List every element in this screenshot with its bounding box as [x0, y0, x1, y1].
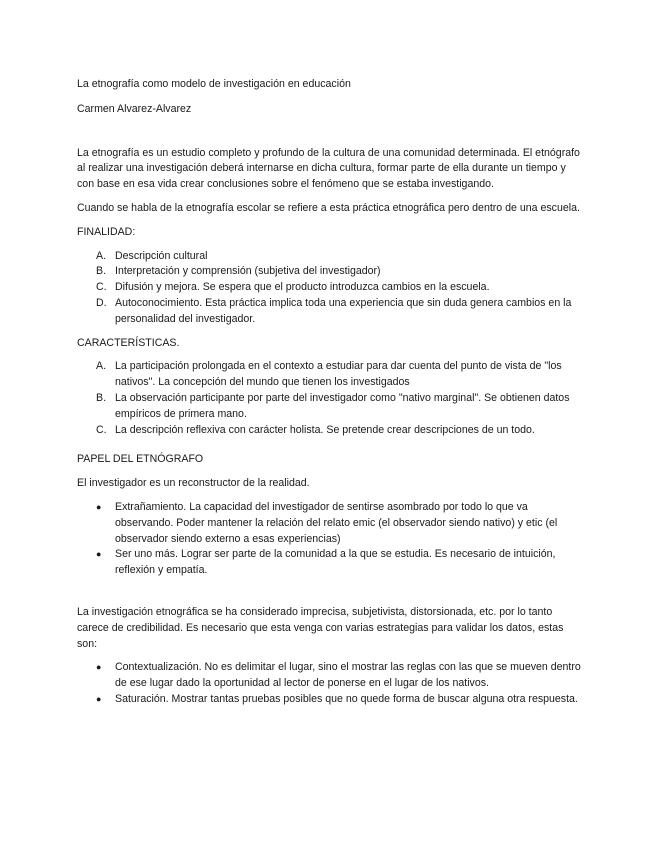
- list-item: [77, 391, 582, 423]
- intro-paragraph: Cuando se habla de la etnografía escolar se refiere a esta práctica etnográfica pero dentro de una escuela.: [77, 201, 580, 214]
- list-item: [77, 500, 582, 547]
- document-body: [77, 77, 582, 716]
- list-item: [77, 264, 582, 280]
- list-item: [77, 359, 582, 391]
- caracteristicas-list: [77, 359, 582, 438]
- finalidad-list: [77, 249, 582, 328]
- list-marker: D.: [96, 296, 107, 309]
- document-title: La etnografía como modelo de investigación en educación: [77, 78, 351, 90]
- list-marker: B.: [96, 265, 107, 278]
- list-item-text: La descripción reflexiva con carácter holista. Se pretende crear descripciones de un todo.: [115, 423, 535, 436]
- bullet-icon: ●: [96, 501, 102, 512]
- list-item-text: La observación participante por parte del investigador como "nativo marginal". Se obtienen datos empíricos de primera mano.: [115, 391, 570, 420]
- list-marker: C.: [96, 281, 107, 294]
- list-item-text: Saturación. Mostrar tantas pruebas posibles que no quede forma de buscar alguna otra respuesta.: [115, 692, 578, 705]
- list-item-text: Descripción cultural: [115, 249, 208, 262]
- list-marker: B.: [96, 391, 107, 404]
- list-item: [77, 423, 582, 439]
- list-item: [77, 249, 582, 265]
- list-item: [77, 547, 582, 579]
- list-item-text: La participación prolongada en el contexto a estudiar para dar cuenta del punto de vista de "los nativos". La concepción del mundo que tienen los investigados: [115, 360, 562, 389]
- bullet-icon: ●: [96, 549, 102, 560]
- list-item-text: Extrañamiento. La capacidad del investigador de sentirse asombrado por todo lo que va observando. Poder mantener la relación del relato emic (el observador siendo nativo) y etic (el observador siendo externo a esas experiencias): [115, 500, 558, 545]
- list-item-text: Interpretación y comprensión (subjetiva del investigador): [115, 265, 381, 278]
- finalidad-heading: FINALIDAD:: [77, 225, 136, 238]
- papel-heading: PAPEL DEL ETNÓGRAFO: [77, 453, 204, 466]
- list-item: [77, 296, 582, 328]
- list-item-text: Difusión y mejora. Se espera que el producto introduzca cambios en la escuela.: [115, 281, 490, 294]
- list-marker: A.: [96, 360, 107, 373]
- caracteristicas-heading: CARACTERÍSTICAS.: [77, 336, 180, 349]
- list-item: [77, 692, 582, 708]
- papel-list: [77, 500, 582, 579]
- list-item: [77, 660, 582, 692]
- bullet-icon: ●: [96, 693, 102, 704]
- validacion-intro: La investigación etnográfica se ha considerado imprecisa, subjetivista, distorsionada, etc. por lo tanto carece de credibilidad. Es necesario que esta venga con varias estrategias para validar los datos, estas son:: [77, 605, 564, 650]
- list-item-text: Contextualización. No es delimitar el lugar, sino el mostrar las reglas con las que se mueven dentro de ese lugar dado la oportunidad al lector de ponerse en el lugar de los nativos.: [115, 661, 581, 690]
- document-author: Carmen Alvarez-Alvarez: [77, 102, 192, 115]
- papel-intro: El investigador es un reconstructor de la realidad.: [77, 477, 310, 490]
- list-item-text: Ser uno más. Lograr ser parte de la comunidad a la que se estudia. Es necesario de intuición, reflexión y empatía.: [115, 548, 556, 577]
- list-marker: A.: [96, 249, 107, 262]
- list-marker: C.: [96, 423, 107, 436]
- intro-paragraph: La etnografía es un estudio completo y profundo de la cultura de una comunidad determinada. El etnógrafo al realizar una investigación deberá internarse en dicha cultura, formar parte de ella durante un tiempo y con base en esa vida crear conclusiones sobre el fenómeno que se estaba investigando.: [77, 146, 580, 191]
- bullet-icon: ●: [96, 662, 102, 673]
- list-item: [77, 280, 582, 296]
- validacion-list: [77, 660, 582, 707]
- list-item-text: Autoconocimiento. Esta práctica implica toda una experiencia que sin duda genera cambios en la personalidad del investigador.: [115, 296, 572, 325]
